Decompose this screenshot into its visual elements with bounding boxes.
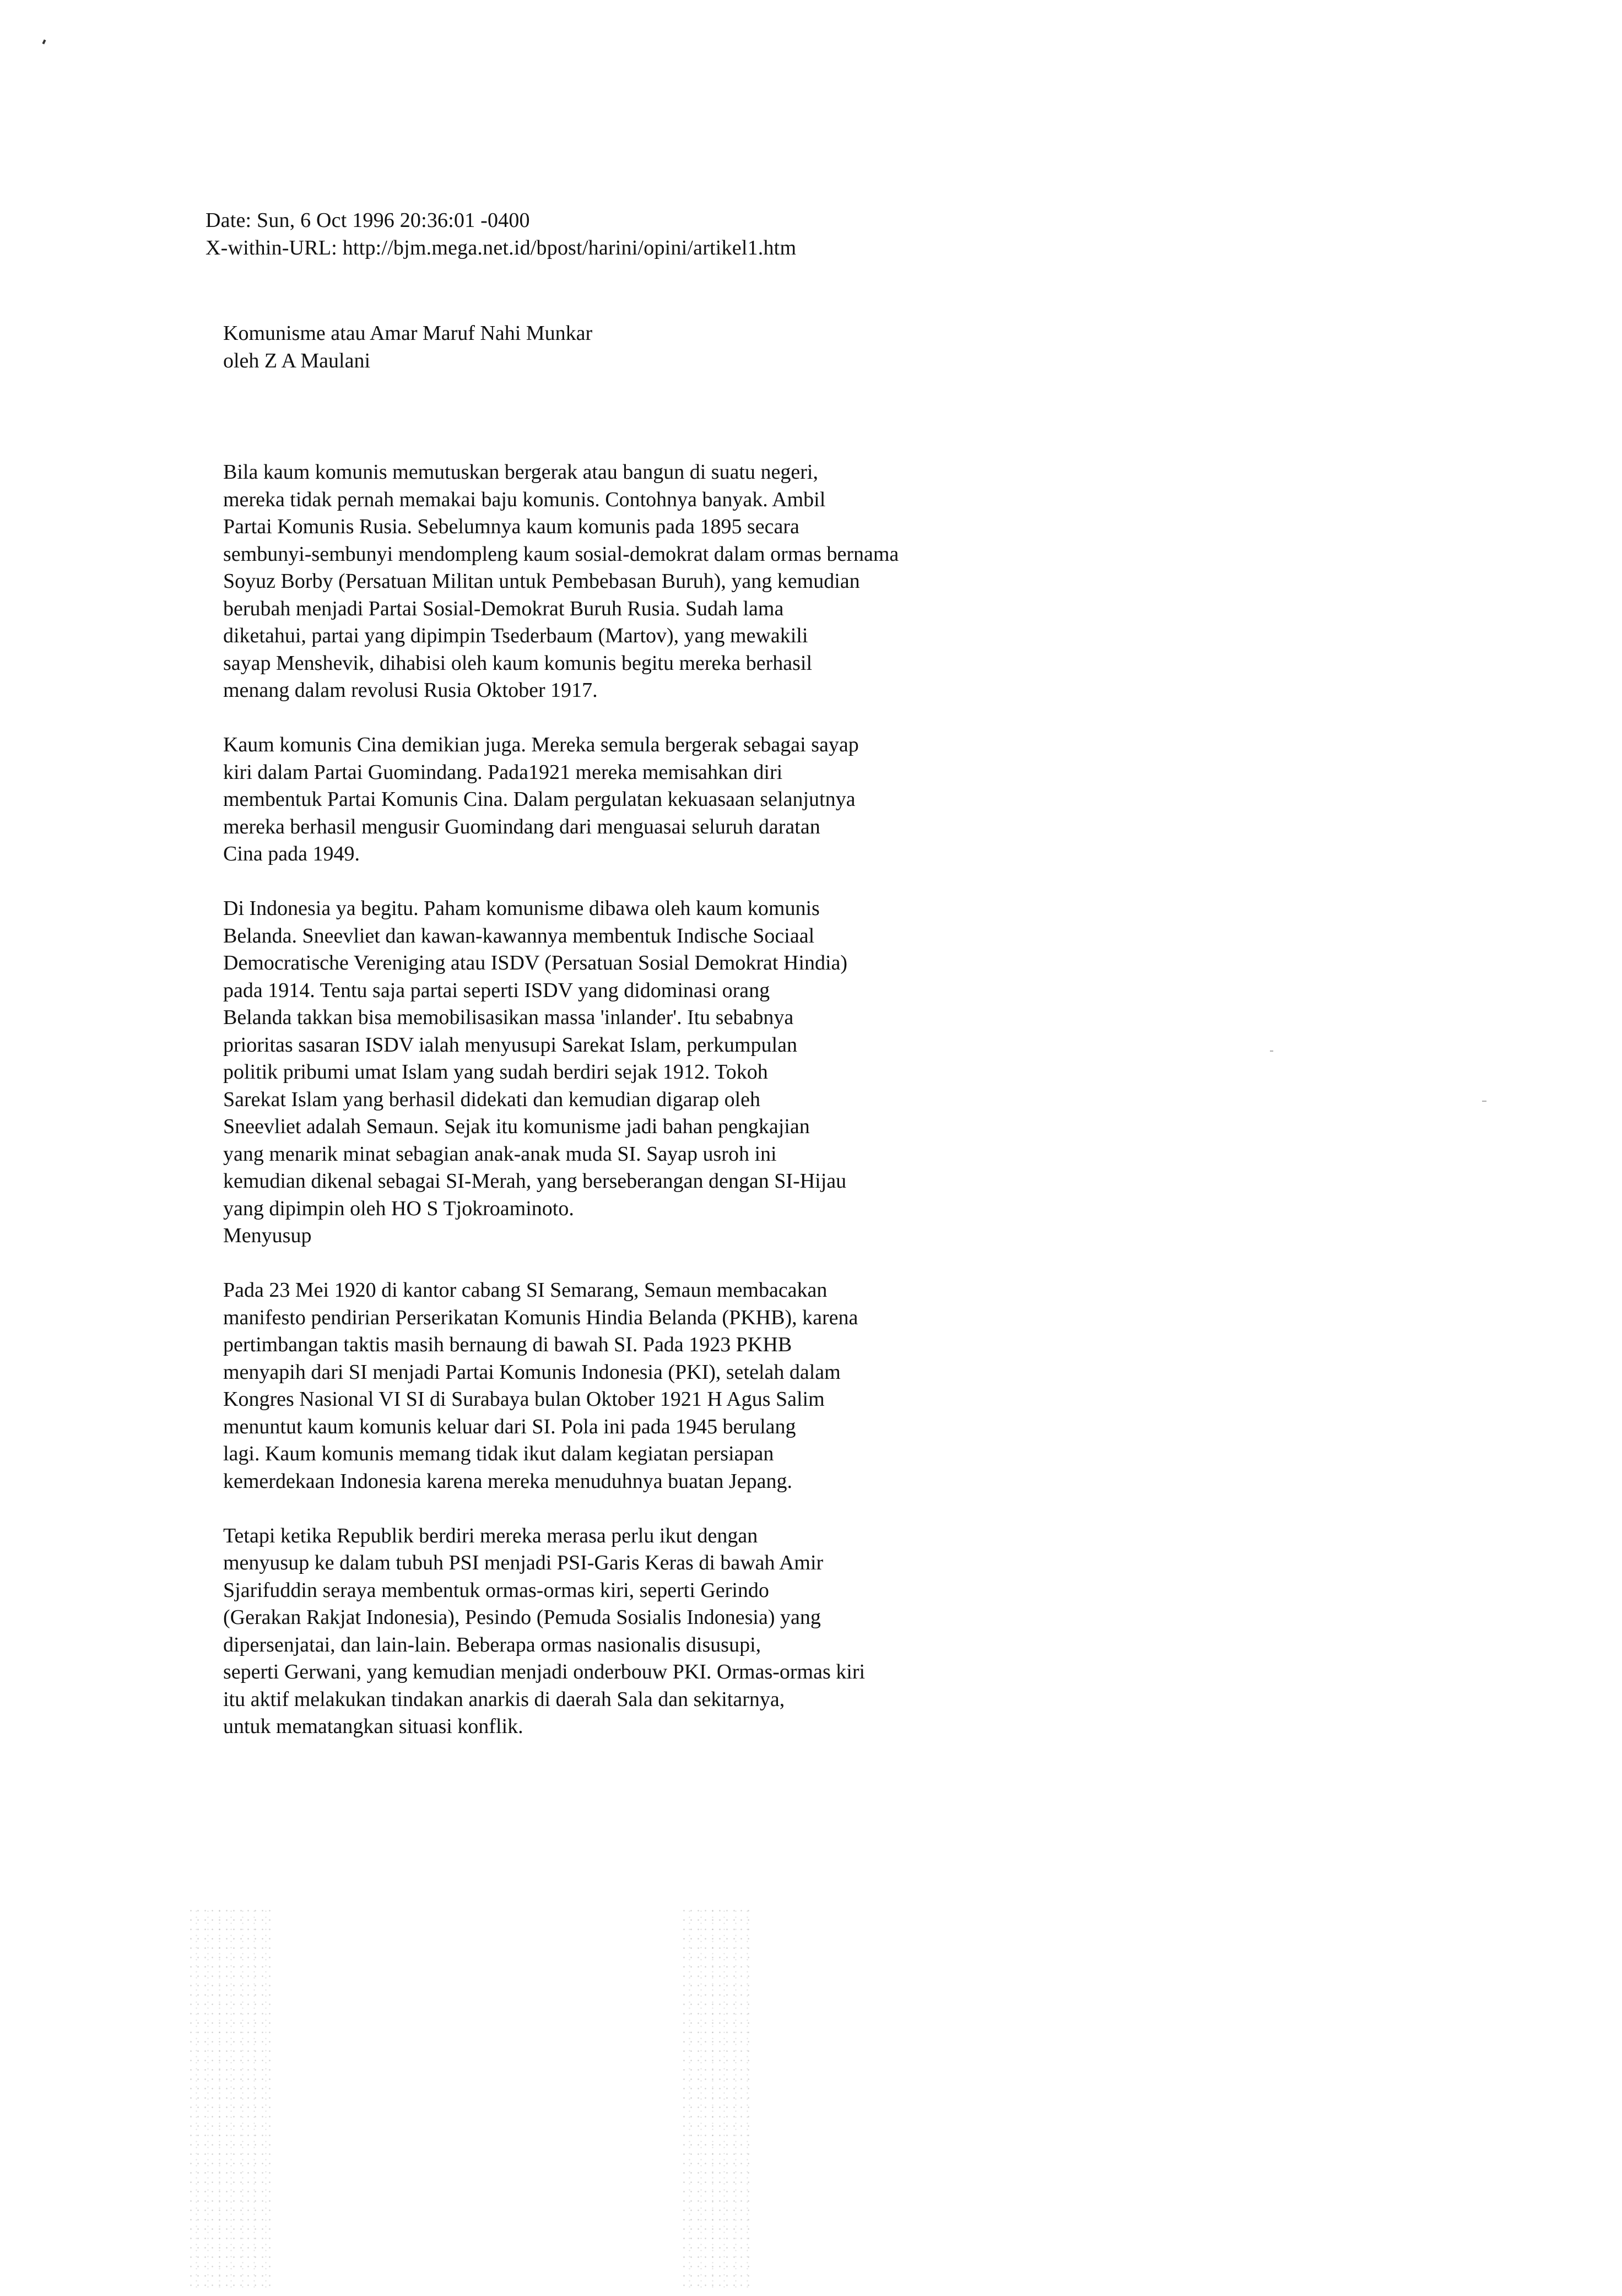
paragraph bbox=[223, 459, 899, 705]
article-body bbox=[223, 459, 899, 1741]
text-line: mereka berhasil mengusir Guomindang dari menguasai seluruh daratan bbox=[223, 815, 820, 838]
text-line: mereka tidak pernah memakai baju komunis. Contohnya banyak. Ambil bbox=[223, 488, 826, 511]
text-line: politik pribumi umat Islam yang sudah berdiri sejak 1912. Tokoh bbox=[223, 1060, 768, 1084]
text-line: Menyusup bbox=[223, 1224, 312, 1247]
text-line: kiri dalam Partai Guomindang. Pada1921 mereka memisahkan diri bbox=[223, 760, 783, 784]
paragraph bbox=[223, 732, 899, 868]
text-line: Soyuz Borby (Persatuan Militan untuk Pembebasan Buruh), yang kemudian bbox=[223, 570, 860, 593]
text-line: kemudian dikenal sebagai SI-Merah, yang berseberangan dengan SI-Hijau bbox=[223, 1169, 847, 1193]
text-line: prioritas sasaran ISDV ialah menyusupi Sarekat Islam, perkumpulan bbox=[223, 1033, 797, 1057]
text-line: menyusup ke dalam tubuh PSI menjadi PSI-Garis Keras di bawah Amir bbox=[223, 1551, 824, 1574]
scan-mark bbox=[42, 40, 46, 45]
text-line: Cina pada 1949. bbox=[223, 842, 360, 865]
text-line: lagi. Kaum komunis memang tidak ikut dalam kegiatan persiapan bbox=[223, 1442, 774, 1465]
text-line: sembunyi-sembunyi mendompleng kaum sosial-demokrat dalam ormas bernama bbox=[223, 542, 899, 566]
text-line: menang dalam revolusi Rusia Oktober 1917. bbox=[223, 679, 598, 702]
text-line: yang dipimpin oleh HO S Tjokroaminoto. bbox=[223, 1196, 574, 1220]
text-line: Partai Komunis Rusia. Sebelumnya kaum komunis pada 1895 secara bbox=[223, 515, 799, 538]
text-line: Di Indonesia ya begitu. Paham komunisme dibawa oleh kaum komunis bbox=[223, 897, 820, 920]
paragraph bbox=[223, 895, 899, 1250]
text-line: untuk mematangkan situasi konflik. bbox=[223, 1715, 523, 1738]
text-line: (Gerakan Rakjat Indonesia), Pesindo (Pemuda Sosialis Indonesia) yang bbox=[223, 1606, 821, 1629]
article-title: Komunisme atau Amar Maruf Nahi Munkar bbox=[223, 322, 593, 345]
text-line: dipersenjatai, dan lain-lain. Beberapa ormas nasionalis disusupi, bbox=[223, 1633, 761, 1656]
url-line: X-within-URL: http://bjm.mega.net.id/bpost/harini/opini/artikel1.htm bbox=[206, 236, 797, 259]
scan-speck bbox=[1270, 1050, 1273, 1052]
paragraph-gap bbox=[223, 1495, 899, 1523]
text-line: Sarekat Islam yang berhasil didekati dan kemudian digarap oleh bbox=[223, 1087, 761, 1111]
text-line: Kaum komunis Cina demikian juga. Mereka semula bergerak sebagai sayap bbox=[223, 733, 859, 756]
text-line: berubah menjadi Partai Sosial-Demokrat Buruh Rusia. Sudah lama bbox=[223, 597, 784, 620]
text-line: Democratische Vereniging atau ISDV (Persatuan Sosial Demokrat Hindia) bbox=[223, 951, 848, 974]
text-line: membentuk Partai Komunis Cina. Dalam pergulatan kekuasaan selanjutnya bbox=[223, 788, 856, 811]
paragraph-gap bbox=[223, 705, 899, 732]
text-line: menuntut kaum komunis keluar dari SI. Pola ini pada 1945 berulang bbox=[223, 1415, 796, 1438]
text-line: itu aktif melakukan tindakan anarkis di daerah Sala dan sekitarnya, bbox=[223, 1687, 785, 1711]
text-line: yang menarik minat sebagian anak-anak muda SI. Sayap usroh ini bbox=[223, 1142, 777, 1166]
paragraph-gap bbox=[223, 1250, 899, 1277]
scan-speck bbox=[1482, 1101, 1486, 1102]
text-line: diketahui, partai yang dipimpin Tsederbaum (Martov), yang mewakili bbox=[223, 624, 808, 647]
text-line: Belanda takkan bisa memobilisasikan massa 'inlander'. Itu sebabnya bbox=[223, 1006, 794, 1029]
text-line: Kongres Nasional VI SI di Surabaya bulan Oktober 1921 H Agus Salim bbox=[223, 1388, 825, 1411]
paragraph bbox=[223, 1277, 899, 1495]
article-byline: oleh Z A Maulani bbox=[223, 349, 371, 372]
paragraph-gap bbox=[223, 868, 899, 896]
text-line: Tetapi ketika Republik berdiri mereka merasa perlu ikut dengan bbox=[223, 1524, 758, 1547]
text-line: Sneevliet adalah Semaun. Sejak itu komunisme jadi bahan pengkajian bbox=[223, 1115, 810, 1138]
text-line: Pada 23 Mei 1920 di kantor cabang SI Semarang, Semaun membacakan bbox=[223, 1279, 828, 1302]
text-line: kemerdekaan Indonesia karena mereka menuduhnya buatan Jepang. bbox=[223, 1469, 792, 1493]
paragraph bbox=[223, 1523, 899, 1741]
text-line: sayap Menshevik, dihabisi oleh kaum komunis begitu mereka berhasil bbox=[223, 651, 813, 675]
text-line: manifesto pendirian Perserikatan Komunis Hindia Belanda (PKHB), karena bbox=[223, 1306, 858, 1329]
text-line: Belanda. Sneevliet dan kawan-kawannya membentuk Indische Sociaal bbox=[223, 924, 815, 947]
text-line: Bila kaum komunis memutuskan bergerak atau bangun di suatu negeri, bbox=[223, 461, 818, 484]
scan-noise bbox=[680, 1906, 752, 2292]
date-line: Date: Sun, 6 Oct 1996 20:36:01 -0400 bbox=[206, 209, 530, 232]
scan-noise bbox=[187, 1906, 275, 2292]
text-line: pada 1914. Tentu saja partai seperti ISDV yang didominasi orang bbox=[223, 978, 770, 1002]
text-line: pertimbangan taktis masih bernaung di bawah SI. Pada 1923 PKHB bbox=[223, 1333, 792, 1356]
article-heading bbox=[223, 320, 592, 375]
email-header bbox=[206, 207, 796, 262]
text-line: seperti Gerwani, yang kemudian menjadi onderbouw PKI. Ormas-ormas kiri bbox=[223, 1660, 866, 1683]
text-line: menyapih dari SI menjadi Partai Komunis Indonesia (PKI), setelah dalam bbox=[223, 1360, 841, 1384]
text-line: Sjarifuddin seraya membentuk ormas-ormas kiri, seperti Gerindo bbox=[223, 1578, 769, 1602]
